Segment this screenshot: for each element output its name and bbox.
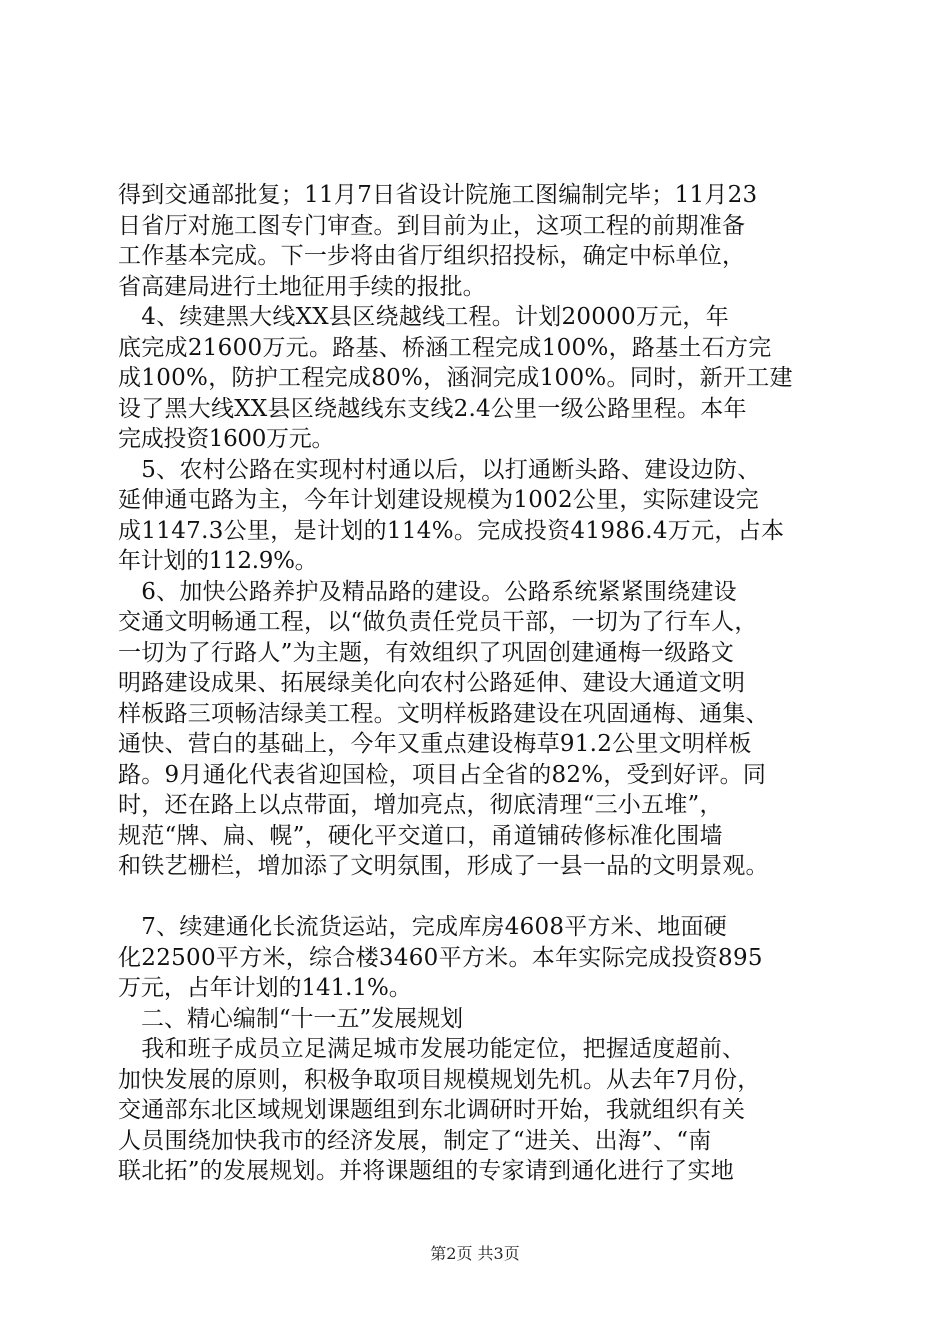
page-footer: 第2页 共3页	[430, 1244, 520, 1263]
text-line: 和铁艺栅栏，增加添了文明氛围，形成了一县一品的文明景观。	[118, 853, 769, 879]
text-line: 成1147.3公里，是计划的114%。完成投资41986.4万元，占本	[118, 518, 785, 544]
text-line: 设了黑大线XX县区绕越线东支线2.4公里一级公路里程。本年	[118, 396, 747, 422]
text-line: 日省厅对施工图专门审查。到目前为止，这项工程的前期准备	[118, 213, 746, 239]
text-line: 底完成21600万元。路基、桥涵工程完成100%，路基土石方完	[118, 335, 772, 361]
section-heading: 二、精心编制“十一五”发展规划	[118, 1006, 464, 1032]
text-line: 时，还在路上以点带面，增加亮点，彻底清理“三小五堆”，	[118, 792, 723, 818]
text-line: 通快、营白的基础上，今年又重点建设梅草91.2公里文明样板	[118, 731, 752, 757]
text-line: 成100%，防护工程完成80%，涵洞完成100%。同时，新开工建	[118, 365, 793, 391]
text-line: 明路建设成果、拓展绿美化向农村公路延伸、建设大通道文明	[118, 670, 746, 696]
text-line: 加快发展的原则，积极争取项目规模规划先机。从去年7月份，	[118, 1067, 761, 1093]
text-line: 一切为了行路人”为主题，有效组织了巩固创建通梅一级路文	[118, 640, 734, 666]
text-line: 完成投资1600万元。	[118, 426, 335, 452]
text-line: 5、农村公路在实现村村通以后，以打通断头路、建设边防、	[118, 457, 761, 483]
text-line: 化22500平方米，综合楼3460平方米。本年实际完成投资895	[118, 945, 763, 971]
text-line: 联北拓”的发展规划。并将课题组的专家请到通化进行了实地	[118, 1158, 734, 1184]
text-line: 交通部东北区域规划课题组到东北调研时开始，我就组织有关	[118, 1097, 746, 1123]
text-line: 省高建局进行土地征用手续的报批。	[118, 274, 486, 300]
text-line: 年计划的112.9%。	[118, 548, 318, 574]
text-line: 路。9月通化代表省迎国检，项目占全省的82%，受到好评。同	[118, 762, 767, 788]
text-line: 万元，占年计划的141.1%。	[118, 975, 412, 1001]
text-line: 工作基本完成。下一步将由省厅组织招投标，确定中标单位，	[118, 243, 746, 269]
text-line: 7、续建通化长流货运站，完成库房4608平方米、地面硬	[118, 914, 727, 940]
text-line: 4、续建黑大线XX县区绕越线工程。计划20000万元，年	[118, 304, 729, 330]
text-line: 延伸通屯路为主，今年计划建设规模为1002公里，实际建设完	[118, 487, 759, 513]
text-line: 得到交通部批复；11月7日省设计院施工图编制完毕；11月23	[118, 182, 758, 208]
text-line: 交通文明畅通工程，以“做负责任党员干部，一切为了行车人，	[118, 609, 758, 635]
text-line: 6、加快公路养护及精品路的建设。公路系统紧紧围绕建设	[118, 579, 737, 605]
text-line: 人员围绕加快我市的经济发展，制定了“进关、出海”、“南	[118, 1128, 712, 1154]
text-line: 我和班子成员立足满足城市发展功能定位，把握适度超前、	[118, 1036, 746, 1062]
text-line: 样板路三项畅洁绿美工程。文明样板路建设在巩固通梅、通集、	[118, 701, 769, 727]
text-line: 规范“牌、扁、幌”，硬化平交道口，甬道铺砖修标准化围墙	[118, 823, 723, 849]
